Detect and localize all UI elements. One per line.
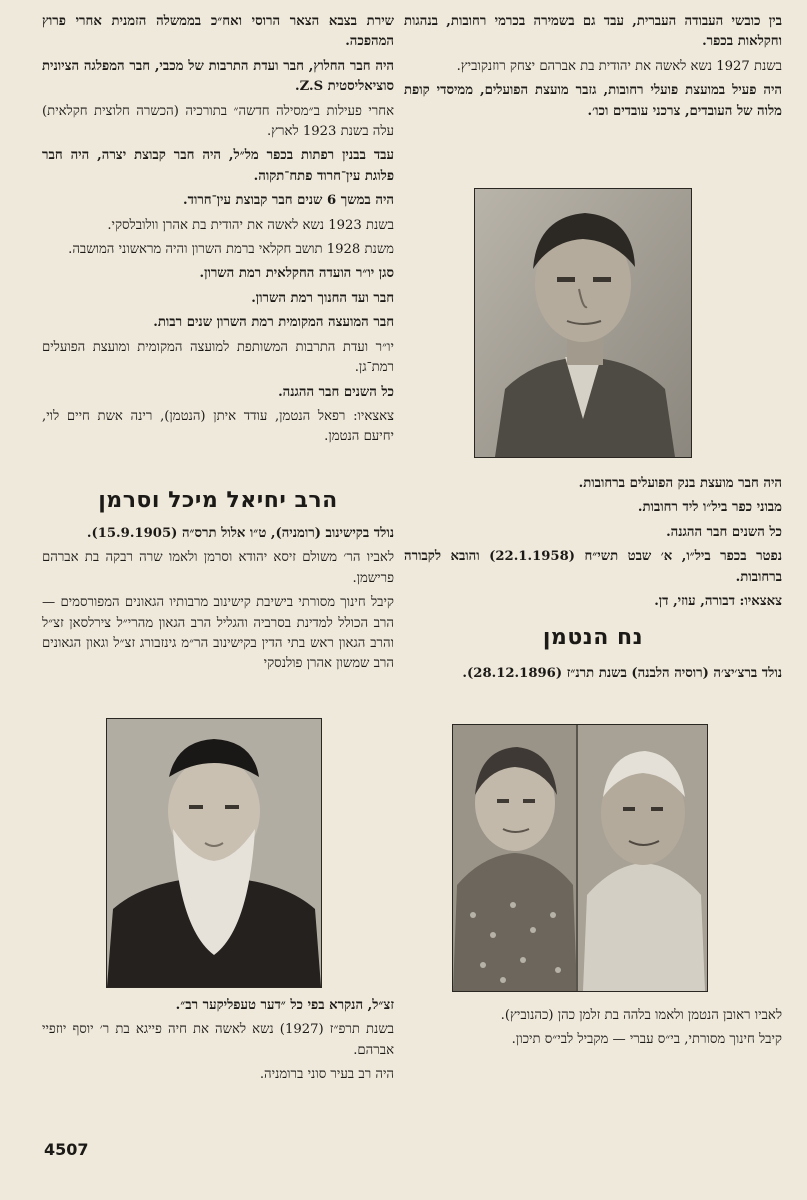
- paragraph: היה במשך 6 שנים חבר קבוצת עין־חרוד.: [183, 193, 394, 209]
- paragraph: אחרי פעילות ב״מסילה חדשה״ בתורכיה (הכשרה חלוצית חקלאית) עלה בשנת 1923 לארץ.: [42, 103, 394, 140]
- right-column-top-text: [404, 12, 782, 126]
- paragraph: היה פעיל במועצת פועלי רחובות, גזבר מועצת הפועלים, ממיסדי קופת מלוה של העובדים, צרכני עובדים וכו׳.: [404, 83, 782, 119]
- left-column-bottom-text: [42, 996, 394, 1090]
- paragraph: היה חבר מועצת בנק הפועלים ברחובות.: [578, 476, 782, 491]
- paragraph: יו״ר ועדת התרבות המשותפת למועצה המקומית ומועצת הפועלים רמת־גן.: [42, 339, 394, 376]
- paragraph: היה רב בעיר סוני ברומניה.: [259, 1067, 394, 1083]
- right-column-birth-text: [404, 664, 782, 688]
- section-heading-noah-hantman: נח הנטמן: [542, 625, 644, 650]
- paragraph: בשנת 1923 נשא לאשה את יהודית בת אהרן וולובלסקי.: [107, 217, 394, 233]
- section-heading-rabbi-wasserman: הרב יחיאל מיכל וסרמן: [98, 488, 338, 513]
- paragraph: צאצאיו: רפאל הנטמן, עודד איתן (הנטמן), רינה אשת חיים לוי, יחיעם הנטמן.: [42, 408, 394, 445]
- paragraph: בין כובשי העבודה העברית, עבד גם בשמירה בכרמי רחובות, בנהגות וחקלאות בכפר.: [404, 14, 782, 50]
- left-column-bio-text: [42, 524, 394, 679]
- portrait-photo-man: [474, 188, 692, 458]
- paragraph: בשנת תרפ״ז (1927) נשא לאשה את חיה פייגא בת ר׳ יוסף יוזפיי אברהם.: [42, 1022, 395, 1058]
- paragraph: לאביו הר׳ משולם זיסא יהודא וסרמן ולאמו שרה רבקה בת אברהם פרישמן.: [42, 550, 394, 586]
- paragraph: זצ״ל, הנקרא בפי כל ״דער טעפליקער רב״.: [175, 998, 394, 1013]
- paragraph: לאביו ראובן הנטמן ולאמו בלהה בת זלמן כהן (כהנוביץ).: [500, 1008, 782, 1023]
- right-column-after-photo-text: [404, 474, 782, 616]
- paragraph: משנת 1928 תושב חקלאי ברמת השרון והיה מראשוני המושבה.: [68, 242, 394, 258]
- paragraph: צאצאיו: דבורה, עוזי, דן.: [654, 594, 782, 610]
- paragraph: שירת בצבא הצאר הרוסי ואח״כ בממשלה הזמנית אחרי פרוץ המהפכה.: [42, 14, 394, 50]
- couple-photo: [452, 724, 708, 992]
- paragraph: נולד ברצ׳יצ׳ה (רוסיה הלבנה) בשנת תרנ״ז (28.12.1896).: [462, 666, 782, 681]
- paragraph: סגן יו״ר הועדה החקלאית רמת השרון.: [199, 266, 394, 282]
- paragraph: נולד בקישינוב (רומניה), ט״ו אלול תרס״ה (15.9.1905).: [86, 526, 394, 541]
- paragraph: מבוני כפר ביל״ו ליד רחובות.: [637, 500, 782, 516]
- paragraph: כל השנים חבר ההגנה.: [666, 524, 782, 540]
- paragraph: חבר ועד החנוך רמת השרון.: [251, 290, 394, 306]
- page-number: 4507: [44, 1140, 89, 1159]
- paragraph: עבד בבנין רפתות בכפר מל״ל, היה חבר קבוצת יצרה, היה חבר פלוגת עין־חרוד פתח־תקוה.: [42, 148, 394, 184]
- paragraph: נפטר בכפר ביל״ו, א׳ שבט תשי״ח (22.1.1958) והובא לקבורה ברחובות.: [404, 549, 782, 585]
- paragraph: קיבל חינוך מסורתי, בי״ס עברי — מקביל לבי״ס תיכון.: [511, 1032, 782, 1048]
- paragraph: היה חבר החלוץ, חבר ועדת התרבות של מכבי, חבר המפלגה הציונית סוציאליסטית Z.S.: [42, 58, 394, 95]
- portrait-photo-rabbi: [106, 718, 322, 988]
- paragraph: כל השנים חבר ההגנה.: [278, 384, 394, 400]
- right-column-bottom-text: [404, 1006, 782, 1055]
- left-column-top-text: [42, 12, 394, 452]
- paragraph: קיבל חינוך מסורתי בישיבת קישינוב מרבותיו הגאונים המפורסמים — הרב הכולל למדינת בסרביה והגליל הרב הגאון מהרי״ל צירלסאן זצ״ל והרב הגאון ראש בתי הדין בקישינוב הר״מ גינזבורג זצ״ל וגאון הגאונים הרב שמשון אהרן פולנסקי: [42, 595, 394, 672]
- paragraph: חבר המועצה המקומית רמת השרון שנים רבות.: [153, 315, 394, 331]
- paragraph: בשנת 1927 נשא לאשה את יהודית בת אברהם יצחק רוזנקוביץ.: [456, 58, 782, 74]
